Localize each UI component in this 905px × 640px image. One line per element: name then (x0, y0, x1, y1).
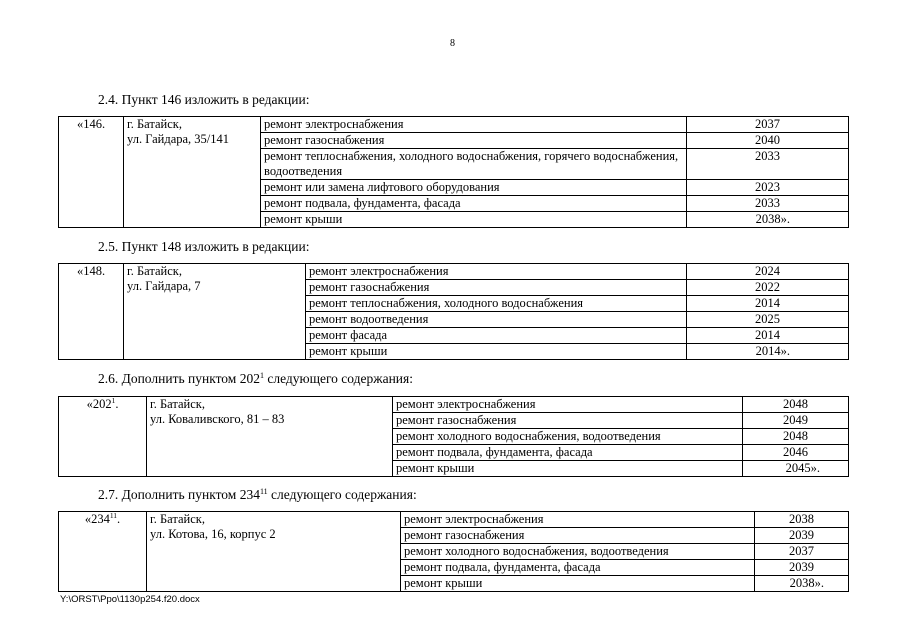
year-cell: 2038 (755, 512, 849, 528)
item-number (59, 512, 147, 592)
work-cell: ремонт крыши (393, 461, 743, 477)
work-cell: ремонт холодного водоснабжения, водоотведения (401, 544, 755, 560)
heading-text-end: следующего содержания: (263, 371, 413, 386)
table-row (59, 512, 849, 528)
work-cell: ремонт газоснабжения (401, 528, 755, 544)
work-cell: ремонт крыши (401, 576, 755, 592)
work-cell: ремонт электроснабжения (261, 117, 687, 133)
work-cell: ремонт электроснабжения (401, 512, 755, 528)
table-row (59, 117, 849, 133)
year-cell: 2039 (755, 528, 849, 544)
year-cell: 2037 (755, 544, 849, 560)
item-number-text: «202 (86, 397, 112, 411)
year-cell: 2038». (687, 212, 849, 228)
year-cell: 2048 (743, 429, 849, 445)
heading-superscript: 11 (259, 487, 268, 496)
item-number-end: . (115, 397, 119, 411)
work-cell: ремонт крыши (306, 344, 687, 360)
section-heading-2-4: 2.4. Пункт 146 изложить в редакции: (98, 92, 310, 107)
year-cell: 2038». (755, 576, 849, 592)
year-cell: 2033 (687, 196, 849, 212)
year-cell: 2040 (687, 133, 849, 149)
year-cell: 2025 (687, 312, 849, 328)
year-cell: 2024 (687, 264, 849, 280)
page-number: 8 (450, 38, 455, 49)
address-street: ул. Коваливского, 81 – 83 (150, 412, 285, 426)
address-cell (147, 512, 401, 592)
year-cell: 2023 (687, 180, 849, 196)
address-city: г. Батайск, (127, 117, 182, 131)
address-street: ул. Гайдара, 7 (127, 279, 201, 293)
work-cell: ремонт подвала, фундамента, фасада (261, 196, 687, 212)
address-cell (147, 397, 393, 477)
heading-text: 2.7. Дополнить пунктом 234 (98, 487, 260, 502)
table-item-148 (58, 263, 849, 360)
item-number-superscript: 11 (109, 511, 118, 520)
work-cell: ремонт водоотведения (306, 312, 687, 328)
table-row (59, 397, 849, 413)
year-cell: 2048 (743, 397, 849, 413)
item-number-superscript: 1 (111, 396, 116, 405)
work-cell: ремонт или замена лифтового оборудования (261, 180, 687, 196)
work-cell: ремонт газоснабжения (393, 413, 743, 429)
section-heading-2-7 (98, 487, 417, 503)
section-heading-2-5: 2.5. Пункт 148 изложить в редакции: (98, 239, 310, 254)
address-street: ул. Гайдара, 35/141 (127, 132, 230, 146)
year-cell: 2039 (755, 560, 849, 576)
item-number: «148. (59, 264, 124, 360)
item-number (59, 397, 147, 477)
work-cell: ремонт электроснабжения (306, 264, 687, 280)
table-item-202-1 (58, 396, 849, 477)
table-row (59, 264, 849, 280)
heading-text-end: следующего содержания: (267, 487, 417, 502)
heading-superscript: 1 (259, 371, 264, 380)
work-cell: ремонт газоснабжения (261, 133, 687, 149)
address-cell (124, 117, 261, 228)
footer-file-path: Y:\ORST\Ppo\1130p254.f20.docx (60, 594, 200, 605)
year-cell: 2045». (743, 461, 849, 477)
item-number-text: «234 (84, 512, 110, 526)
table-item-146 (58, 116, 849, 228)
year-cell: 2014 (687, 296, 849, 312)
work-cell: ремонт электроснабжения (393, 397, 743, 413)
address-street: ул. Котова, 16, корпус 2 (150, 527, 276, 541)
year-cell: 2014 (687, 328, 849, 344)
year-cell: 2037 (687, 117, 849, 133)
section-heading-2-6 (98, 371, 413, 387)
work-cell: ремонт газоснабжения (306, 280, 687, 296)
year-cell: 2046 (743, 445, 849, 461)
work-cell: ремонт подвала, фундамента, фасада (393, 445, 743, 461)
year-cell: 2033 (687, 149, 849, 180)
address-city: г. Батайск, (150, 397, 205, 411)
address-city: г. Батайск, (150, 512, 205, 526)
work-cell: ремонт теплоснабжения, холодного водоснабжения, горячего водоснабжения, водоотведения (261, 149, 687, 180)
address-cell (124, 264, 306, 360)
address-city: г. Батайск, (127, 264, 182, 278)
work-cell: ремонт подвала, фундамента, фасада (401, 560, 755, 576)
work-cell: ремонт теплоснабжения, холодного водоснабжения (306, 296, 687, 312)
table-item-234-11 (58, 511, 849, 592)
year-cell: 2049 (743, 413, 849, 429)
work-cell: ремонт крыши (261, 212, 687, 228)
year-cell: 2014». (687, 344, 849, 360)
year-cell: 2022 (687, 280, 849, 296)
heading-text: 2.6. Дополнить пунктом 202 (98, 371, 260, 386)
work-cell: ремонт фасада (306, 328, 687, 344)
item-number: «146. (59, 117, 124, 228)
item-number-end: . (117, 512, 121, 526)
work-cell: ремонт холодного водоснабжения, водоотведения (393, 429, 743, 445)
